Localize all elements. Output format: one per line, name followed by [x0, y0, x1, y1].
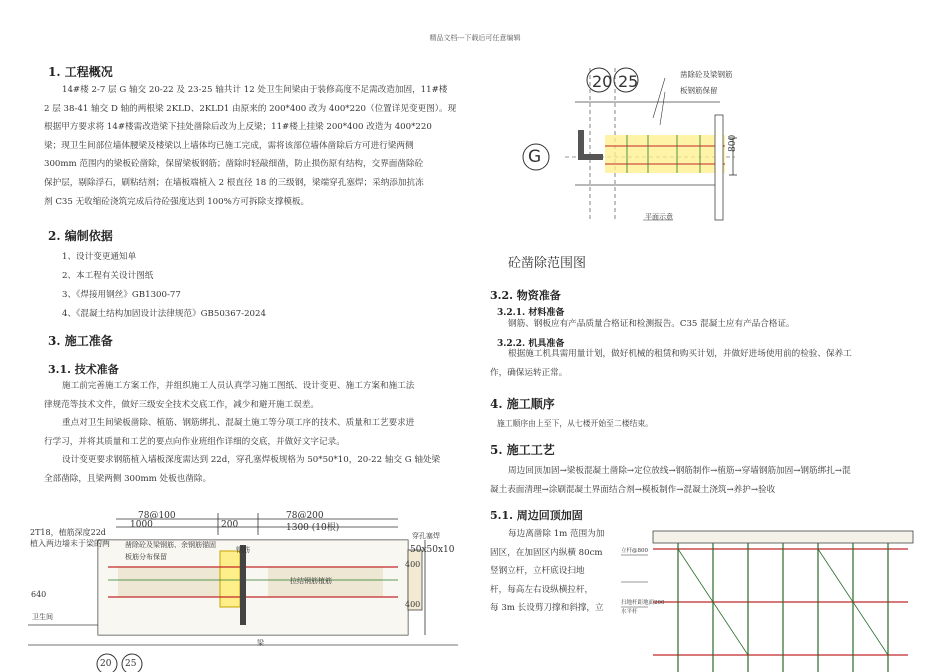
section-1-title: 1. 工程概况 — [48, 65, 113, 79]
bottom-dim-2: 200 — [221, 520, 239, 530]
section-2-title: 2. 编制依据 — [48, 229, 113, 243]
section-1-line: 剂 C35 无收缩砼浇筑完成后待砼强度达到 100%方可拆除支撑模板。 — [44, 196, 310, 207]
top-plan-label: 平面示意 — [645, 213, 673, 221]
section-4-title: 4. 施工顺序 — [490, 397, 555, 411]
plate-spec: 50x50x10 — [410, 545, 455, 555]
reference-list — [62, 248, 266, 324]
tech-line: 设计变更要求钢筋植入墙板深度需达到 22d，穿孔塞焊板规格为 50*50*10，20-22 轴交 G 轴处梁 — [62, 455, 441, 466]
section-3-1-body — [44, 377, 464, 489]
bottom-dim-3b: 1300 (10根) — [286, 523, 340, 533]
section-3-2-1-title: 3.2.1. 材料准备 — [497, 308, 565, 318]
section-1-line: 梁；现卫生间部位墙体腰梁及楼梁以上墙体均已施工完成，需将该部位墙体凿除后方可进行梁两侧 — [44, 140, 414, 151]
bottom-dim-1: 78@100 — [138, 511, 176, 521]
tech-line: 全部凿除，且梁两侧 300mm 处板也凿除。 — [44, 473, 212, 484]
section-1-line: 根据甲方要求将 14#楼需改造梁下挂处凿除后改为上反梁；11#楼上挂梁 200*400 改造为 400*220 — [44, 122, 432, 133]
section-5-body — [490, 462, 915, 499]
section-4-text: 施工顺序由上至下，从七楼开始至二楼结束。 — [497, 419, 653, 428]
reinforce-line: 固区，在加固区内纵横 80cm — [490, 547, 603, 558]
list-item: 4、《混凝土结构加固设计法律规范》GB50367-2024 — [62, 309, 266, 319]
figure-caption: 砼凿除范围图 — [508, 256, 587, 271]
reinforce-line: 竖钢立杆，立杆底设扫地 — [490, 566, 585, 577]
bottom-top-note: 2T18，植筋深度22d 植入两边墙末于梁的两 — [30, 528, 110, 548]
section-1-line: 14#楼 2-7 层 G 轴交 20-22 及 23-25 轴共计 12 处卫生间梁由于装修高度不足需改造加固，11#楼 — [62, 85, 448, 95]
bottom-dim-3: 78@200 — [286, 511, 324, 521]
top-annot-1: 凿除砼及梁钢筋 — [680, 70, 733, 79]
bottom-annot-d: 拉结钢筋植筋 — [290, 577, 332, 585]
reinforce-line: 每边离凿除 1m 范围为加 — [508, 529, 605, 539]
tech-line: 行学习，并将其质量和工艺的要点向作业班组作详细的交底，并做好文字记录。 — [44, 436, 345, 447]
section-3-title: 3. 施工准备 — [48, 334, 113, 348]
section-1-line: 300mm 范围内的梁板砼凿除，保留梁板钢筋；凿除时轻敲细凿，防止损伤原有结构，交界面凿除砼 — [44, 159, 424, 170]
bottom-bottom-note: 梁 — [257, 639, 264, 647]
section-3-2-title: 3.2. 物资准备 — [490, 289, 561, 302]
equipment-line: 作，确保运转正常。 — [490, 367, 568, 378]
bottom-left-note: 卫生间 — [32, 613, 53, 621]
tech-line: 重点对卫生间梁板凿除、植筋、钢筋绑扎、混凝土施工等分项工序的技术、质量和工艺要求进 — [62, 418, 415, 429]
equipment-prep-text — [490, 345, 915, 382]
tech-line: 施工前完善施工方案工作，并组织施工人员认真学习施工图纸、设计变更、施工方案和施工法 — [62, 381, 415, 391]
top-dim-800: 800 — [728, 134, 738, 152]
bottom-dim-v3: 400 — [405, 600, 421, 609]
process-line: 凝土表面清理→涂刷混凝土界面结合剂→模板制作→混凝土浇筑→养护→验收 — [490, 484, 776, 495]
section-1-body — [44, 81, 464, 211]
bottom-annot-e: 穿孔塞焊 — [412, 532, 440, 540]
axis-bubble-20: 20 — [592, 72, 613, 91]
bottom-axis-25: 25 — [125, 659, 137, 669]
bottom-annot-a: 凿除砼及梁钢筋、余钢筋锚固 — [125, 541, 216, 549]
reinforce-line: 每 3m 长设剪刀撑和斜撑，立 — [490, 603, 604, 614]
axis-bubble-g: G — [528, 147, 542, 167]
scaffold-note-1: 立杆@800 — [621, 548, 648, 554]
list-item: 2、本工程有关设计图纸 — [62, 271, 154, 281]
bottom-dim-v2: 640 — [31, 590, 47, 599]
process-line: 周边回顶加固→梁板混凝土凿除→定位放线→钢筋制作→植筋→穿墙钢筋加固→钢筋绑扎→混 — [508, 466, 851, 476]
top-annot-2: 板钢筋保留 — [680, 86, 718, 95]
axis-bubble-25: 25 — [618, 72, 639, 91]
list-item: 3、《焊接用钢丝》GB1300-77 — [62, 290, 181, 300]
equipment-line: 根据施工机具需用量计划，做好机械的租赁和购买计划，并做好进场使用前的检验、保养工 — [508, 349, 852, 359]
section-3-2-2-title: 3.2.2. 机具准备 — [497, 339, 565, 349]
section-5-1-title: 5.1. 周边回顶加固 — [490, 509, 583, 522]
material-prep-text: 钢筋、钢板应有产品质量合格证和检测报告。C35 混凝土应有产品合格证。 — [508, 319, 795, 329]
reinforce-line: 杆，每高左右设纵横拉杆， — [490, 584, 594, 595]
section-5-1-body — [490, 525, 615, 618]
page-header: 精品文档---下载后可任意编辑 — [429, 34, 521, 42]
list-item: 1、设计变更通知单 — [62, 252, 137, 262]
bottom-annot-c: 钢筋 — [236, 546, 250, 554]
scaffold-note-2: 扫地杆距地面200 — [621, 600, 665, 606]
bottom-axis-20: 20 — [100, 659, 112, 669]
tech-line: 律规范等技术文件，做好三级安全技术交底工作，减少和避开施工误差。 — [44, 399, 320, 410]
bottom-dim-1b: 1000 — [130, 520, 153, 530]
bottom-dim-v1: 400 — [405, 560, 421, 569]
bottom-annot-b: 板筋分布保留 — [125, 553, 167, 561]
scaffold-note-3: 水平杆 — [621, 609, 638, 615]
section-1-line: 2 层 38-41 轴交 D 轴的两根梁 2KLD、2KLD1 由原来的 200*400 改为 400*220（位置详见变更图）。现 — [44, 103, 457, 114]
section-1-line: 保护层，剔除浮石，刷粘结剂；在墙板端植入 2 根直径 18 的三级钢，梁端穿孔塞焊；采纳添加抗冻 — [44, 177, 424, 188]
section-5-title: 5. 施工工艺 — [490, 443, 555, 457]
section-3-1-title: 3.1. 技术准备 — [48, 363, 119, 376]
